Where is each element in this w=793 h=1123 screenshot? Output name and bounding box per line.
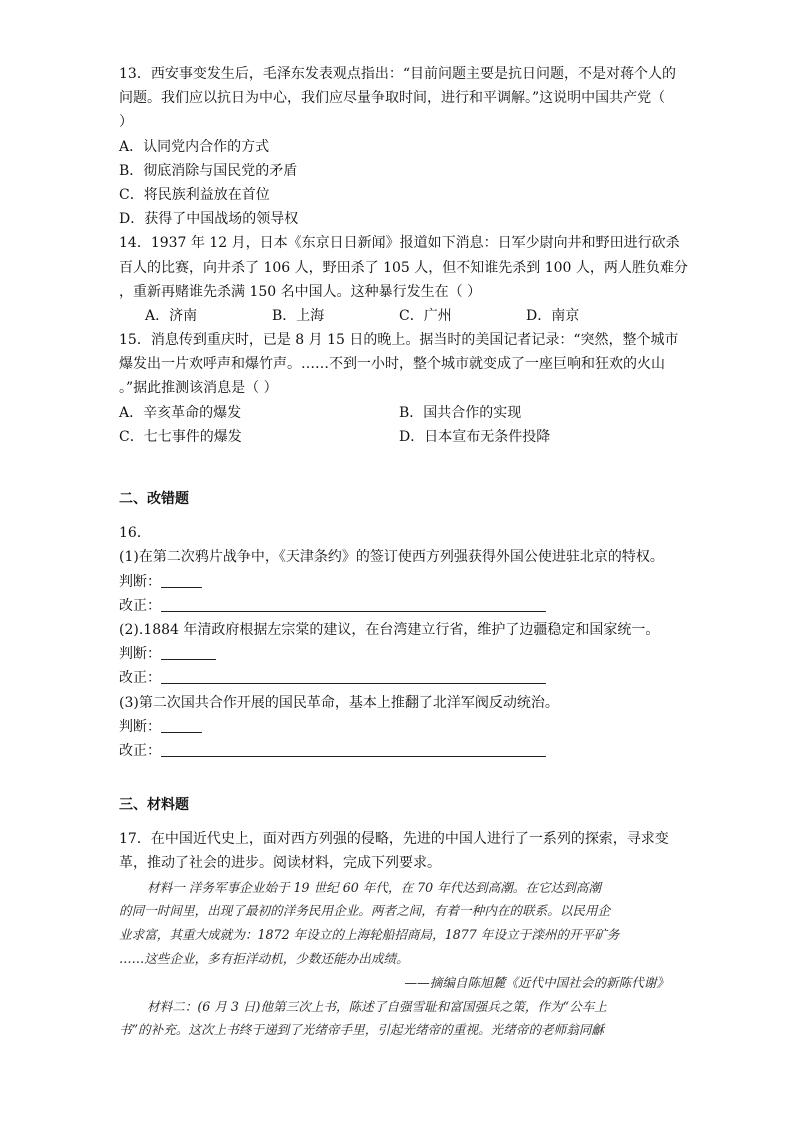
judge-blank-2[interactable] bbox=[161, 643, 216, 660]
question-13 bbox=[119, 62, 679, 231]
section-correction bbox=[119, 487, 679, 763]
q16-judge-3 bbox=[119, 715, 679, 739]
q14-option-d: D．南京 bbox=[526, 307, 580, 324]
judge-label: 判断： bbox=[119, 646, 161, 663]
correct-blank-2[interactable] bbox=[161, 667, 546, 684]
q14-option-a: A．济南 bbox=[145, 307, 198, 324]
material-1-line-1: 材料一 洋务军事企业始于 19 世纪 60 年代，在 70 年代达到高潮。在它达到高潮 bbox=[147, 879, 601, 895]
q15-option-c: C．七七事件的爆发 bbox=[119, 428, 242, 445]
material-1-source: ——摘编自陈旭麓《近代中国社会的新陈代谢》 bbox=[404, 974, 669, 990]
q15-option-a: A．辛亥革命的爆发 bbox=[119, 404, 242, 421]
q14-stem-line-2: 百人的比赛，向井杀了 106 人，野田杀了 105 人，但不知谁先杀到 100 人，两人胜负难分 bbox=[119, 259, 688, 276]
q16-judge-1 bbox=[119, 570, 679, 594]
correct-label: 改正： bbox=[119, 597, 161, 614]
q14-option-c: C．广州 bbox=[399, 307, 452, 324]
material-1 bbox=[119, 876, 679, 995]
question-14 bbox=[119, 231, 688, 328]
question-15 bbox=[119, 328, 679, 449]
q17-stem-line-2: 革，推动了社会的进步。阅读材料，完成下列要求。 bbox=[119, 855, 441, 872]
q15-options-row-1 bbox=[119, 401, 679, 425]
document-page bbox=[119, 62, 688, 1042]
q13-option-d: D．获得了中国战场的领导权 bbox=[119, 211, 299, 228]
section-material bbox=[119, 793, 679, 1042]
q16-statement-1: (1)在第二次鸦片战争中，《天津条约》的签订使西方列强获得外国公使进驻北京的特权。 bbox=[119, 549, 664, 566]
q16-judge-2 bbox=[119, 642, 679, 666]
judge-blank-1[interactable] bbox=[161, 571, 202, 588]
q16-statement-3: (3)第二次国共合作开展的国民革命，基本上推翻了北洋军阀反动统治。 bbox=[119, 694, 559, 711]
material-2 bbox=[119, 995, 679, 1043]
q15-options-row-2 bbox=[119, 425, 679, 449]
q16-correct-3 bbox=[119, 739, 679, 763]
q13-option-c: C．将民族利益放在首位 bbox=[119, 186, 270, 203]
q15-option-d: D．日本宣布无条件投降 bbox=[399, 428, 551, 445]
q16-correct-2 bbox=[119, 666, 679, 690]
q13-stem-line-2: 问题。我们应以抗日为中心，我们应尽量争取时间，进行和平调解。”这说明中国共产党（ bbox=[119, 90, 666, 107]
correct-blank-1[interactable] bbox=[161, 595, 546, 612]
material-1-line-2: 的同一时间里，出现了最初的洋务民用企业。两者之间，有着一种内在的联系。以民用企 bbox=[119, 903, 611, 919]
q15-stem-line-3: 。”据此推测该消息是（ ） bbox=[119, 380, 278, 397]
judge-label: 判断： bbox=[119, 718, 161, 735]
q16-number: 16． bbox=[119, 525, 151, 542]
q13-stem-line-3: ） bbox=[119, 114, 133, 131]
q13-stem-line-1: 13．西安事变发生后，毛泽东发表观点指出：“目前问题主要是抗日问题，不是对蒋个人的 bbox=[119, 66, 676, 82]
section-2-title: 二、改错题 bbox=[119, 491, 189, 507]
material-2-line-2: 书”的补充。这次上书终于递到了光绪帝手里，引起光绪帝的重视。光绪帝的老师翁同龢 bbox=[119, 1022, 605, 1038]
correct-blank-3[interactable] bbox=[161, 740, 546, 757]
material-1-line-4: ……这些企业，多有拒洋动机，少数还能办出成绩。 bbox=[119, 951, 409, 967]
q14-option-b: B．上海 bbox=[272, 307, 325, 324]
q15-stem-line-2: 爆发出一片欢呼声和爆竹声。……不到一小时，整个城市就变成了一座巨响和狂欢的火山 bbox=[119, 356, 665, 373]
section-3-title: 三、材料题 bbox=[119, 797, 189, 814]
correct-label: 改正： bbox=[119, 742, 161, 759]
q16-correct-1 bbox=[119, 594, 679, 618]
q17-stem-line-1: 17．在中国近代史上，面对西方列强的侵略，先进的中国人进行了一系列的探索，寻求变 bbox=[119, 831, 669, 848]
q14-stem-line-3: ，重新再赌谁先杀满 150 名中国人。这种暴行发生在（ ） bbox=[119, 283, 482, 300]
q14-stem-line-1: 14．1937 年 12 月，日本《东京日日新闻》报道如下消息：日军少尉向井和野田进行砍杀 bbox=[119, 235, 680, 252]
judge-label: 判断： bbox=[119, 573, 161, 590]
q13-option-a: A．认同党内合作的方式 bbox=[119, 138, 270, 155]
q15-option-b: B．国共合作的实现 bbox=[399, 404, 522, 421]
correct-label: 改正： bbox=[119, 670, 161, 687]
q14-options bbox=[119, 304, 679, 328]
material-1-line-3: 业求富，其重大成就为：1872 年设立的上海轮船招商局，1877 年设立于滦州的开平矿务 bbox=[119, 927, 620, 943]
material-2-line-1: 材料二：(6 月 3 日)他第三次上书，陈述了自强雪耻和富国强兵之策，作为“公车上 bbox=[147, 998, 607, 1014]
q15-stem-line-1: 15．消息传到重庆时，已是 8 月 15 日的晚上。据当时的美国记者记录：“突然，整个城市 bbox=[119, 332, 679, 349]
q16-statement-2: (2).1884 年清政府根据左宗棠的建议，在台湾建立行省，维护了边疆稳定和国家统一。 bbox=[119, 621, 660, 638]
q13-option-b: B．彻底消除与国民党的矛盾 bbox=[119, 162, 298, 179]
judge-blank-3[interactable] bbox=[161, 716, 202, 733]
